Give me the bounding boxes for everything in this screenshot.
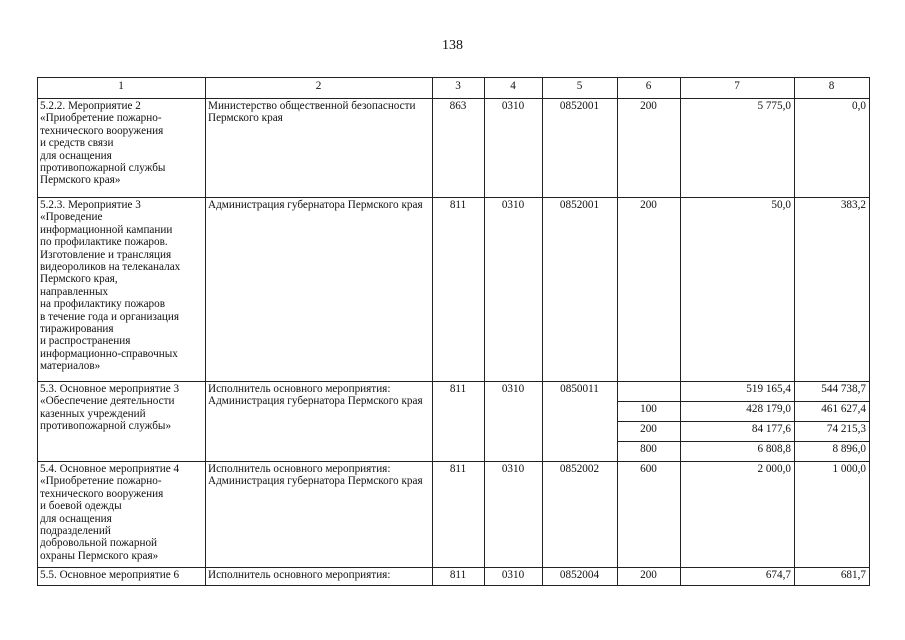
amount-cell: 5 775,0 bbox=[681, 99, 795, 198]
header-cell: 2 bbox=[206, 78, 433, 99]
amount-cell: 428 179,0 bbox=[681, 402, 795, 422]
code-cell: 811 bbox=[433, 198, 485, 382]
amount-cell: 1 000,0 bbox=[795, 462, 870, 568]
table-header-row bbox=[38, 78, 870, 99]
header-cell: 3 bbox=[433, 78, 485, 99]
table-row bbox=[38, 462, 870, 568]
code-cell: 811 bbox=[433, 462, 485, 568]
amount-cell: 6 808,8 bbox=[681, 442, 795, 462]
code-cell: 0310 bbox=[485, 462, 543, 568]
code-cell: 0310 bbox=[485, 568, 543, 586]
activity-name-cell: 5.5. Основное мероприятие 6 bbox=[38, 568, 206, 586]
code-cell: 863 bbox=[433, 99, 485, 198]
page-number: 138 bbox=[442, 38, 463, 53]
activity-name-cell: 5.3. Основное мероприятие 3 «Обеспечение деятельности казенных учреждений противопожарной службы» bbox=[38, 382, 206, 462]
code-cell: 800 bbox=[618, 442, 681, 462]
code-cell: 0850011 bbox=[543, 382, 618, 462]
code-cell: 200 bbox=[618, 198, 681, 382]
header-cell: 5 bbox=[543, 78, 618, 99]
code-cell: 0852004 bbox=[543, 568, 618, 586]
table-row bbox=[38, 568, 870, 586]
executor-cell: Министерство общественной безопасности Пермского края bbox=[206, 99, 433, 198]
amount-cell: 8 896,0 bbox=[795, 442, 870, 462]
executor-cell: Исполнитель основного мероприятия: bbox=[206, 568, 433, 586]
activity-name-cell: 5.2.2. Мероприятие 2 «Приобретение пожарно- технического вооружения и средств связи для оснащения противопожарной службы Пермского края» bbox=[38, 99, 206, 198]
table-row bbox=[38, 382, 870, 402]
amount-cell: 674,7 bbox=[681, 568, 795, 586]
header-cell: 1 bbox=[38, 78, 206, 99]
table-row bbox=[38, 198, 870, 382]
code-cell: 600 bbox=[618, 462, 681, 568]
table-row bbox=[38, 99, 870, 198]
amount-cell: 74 215,3 bbox=[795, 422, 870, 442]
amount-cell: 519 165,4 bbox=[681, 382, 795, 402]
code-cell: 0310 bbox=[485, 382, 543, 462]
code-cell: 200 bbox=[618, 99, 681, 198]
header-cell: 4 bbox=[485, 78, 543, 99]
amount-cell: 84 177,6 bbox=[681, 422, 795, 442]
budget-table bbox=[37, 77, 870, 586]
code-cell: 100 bbox=[618, 402, 681, 422]
code-cell: 0852001 bbox=[543, 198, 618, 382]
amount-cell: 681,7 bbox=[795, 568, 870, 586]
amount-cell: 50,0 bbox=[681, 198, 795, 382]
activity-name-cell: 5.4. Основное мероприятие 4 «Приобретение пожарно- технического вооружения и боевой одежды для оснащения подразделений добровольной пожарной охраны Пермского края» bbox=[38, 462, 206, 568]
code-cell: 811 bbox=[433, 382, 485, 462]
amount-cell: 2 000,0 bbox=[681, 462, 795, 568]
executor-cell: Исполнитель основного мероприятия: Администрация губернатора Пермского края bbox=[206, 462, 433, 568]
code-cell: 0852002 bbox=[543, 462, 618, 568]
header-cell: 6 bbox=[618, 78, 681, 99]
executor-cell: Исполнитель основного мероприятия: Администрация губернатора Пермского края bbox=[206, 382, 433, 462]
header-cell: 8 bbox=[795, 78, 870, 99]
code-cell: 0852001 bbox=[543, 99, 618, 198]
code-cell: 0310 bbox=[485, 198, 543, 382]
code-cell: 200 bbox=[618, 422, 681, 442]
amount-cell: 383,2 bbox=[795, 198, 870, 382]
amount-cell: 544 738,7 bbox=[795, 382, 870, 402]
code-cell: 811 bbox=[433, 568, 485, 586]
amount-cell: 0,0 bbox=[795, 99, 870, 198]
code-cell bbox=[618, 382, 681, 402]
activity-name-cell: 5.2.3. Мероприятие 3 «Проведение информационной кампании по профилактике пожаров. Изготовление и трансляция видеороликов на телеканалах Пермского края, направленных на профилактику пожаров в течение года и организация тиражирования и распространения информационно-справочных материалов» bbox=[38, 198, 206, 382]
code-cell: 200 bbox=[618, 568, 681, 586]
amount-cell: 461 627,4 bbox=[795, 402, 870, 422]
executor-cell: Администрация губернатора Пермского края bbox=[206, 198, 433, 382]
header-cell: 7 bbox=[681, 78, 795, 99]
code-cell: 0310 bbox=[485, 99, 543, 198]
